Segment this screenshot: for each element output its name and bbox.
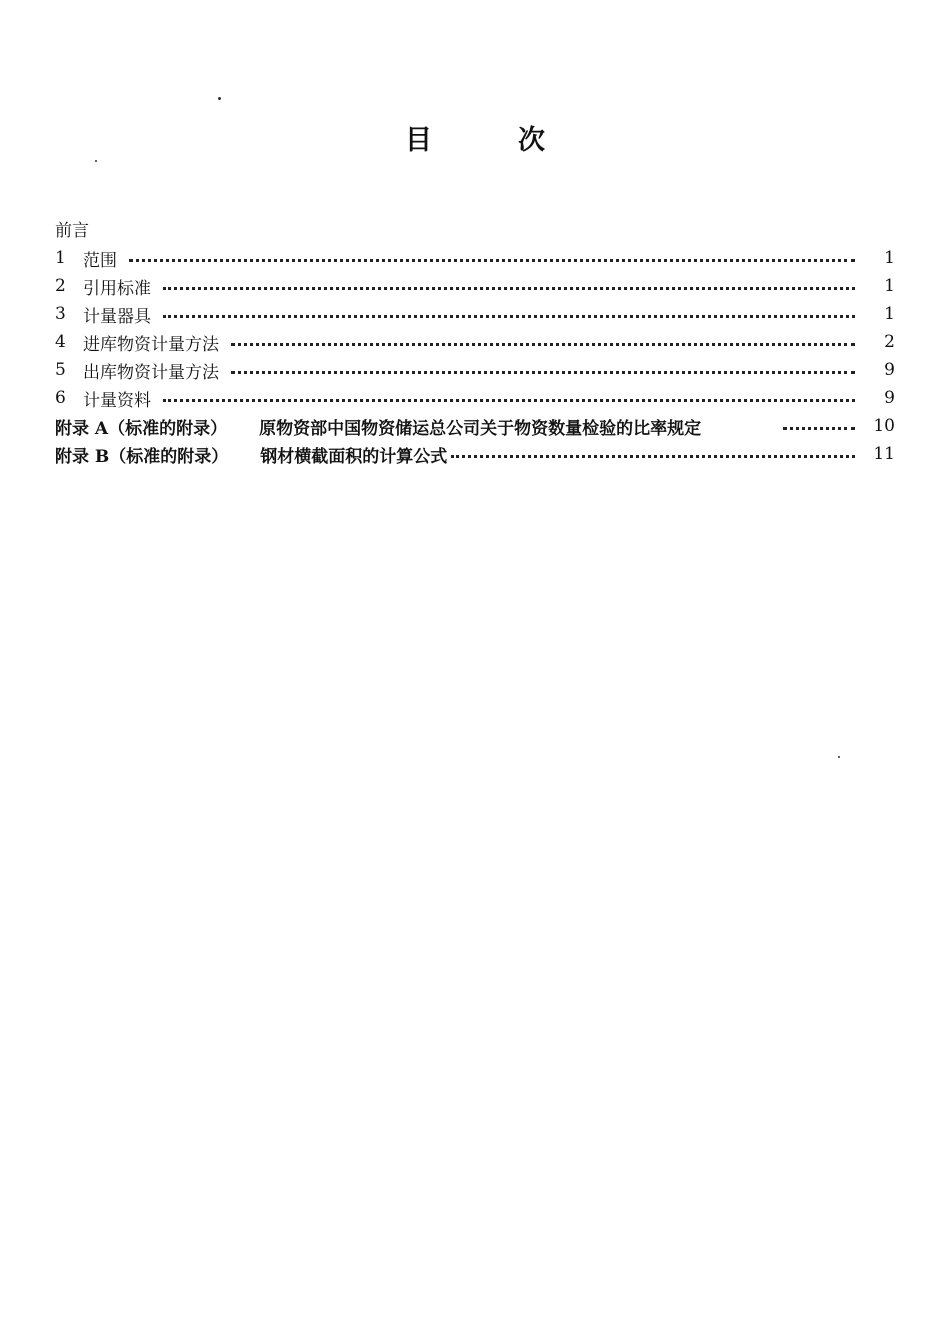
entry-label: 进库物资计量方法 xyxy=(83,334,219,355)
entry-number: 1 xyxy=(55,248,66,268)
leader-dots xyxy=(451,453,855,458)
entry-label: 引用标准 xyxy=(83,278,151,299)
scan-speck xyxy=(218,97,221,100)
entry-page: 1 xyxy=(884,304,895,324)
toc-preface[interactable]: 前言 xyxy=(55,221,89,241)
toc-annex-b[interactable] xyxy=(55,440,895,468)
leader-dots xyxy=(231,341,855,346)
toc-list xyxy=(55,244,895,468)
entry-number: 2 xyxy=(55,276,66,296)
entry-page: 1 xyxy=(884,248,895,268)
leader-dots xyxy=(129,257,855,262)
toc-entry-1[interactable] xyxy=(55,244,895,272)
leader-dots xyxy=(163,313,855,318)
leader-dots xyxy=(163,285,855,290)
scan-speck xyxy=(838,756,840,758)
entry-label: 范围 xyxy=(83,250,117,271)
annex-prefix: 附录 B（标准的附录） xyxy=(55,446,229,467)
leader-dots xyxy=(783,425,855,430)
annex-label: 原物资部中国物资储运总公司关于物资数量检验的比率规定 xyxy=(259,418,702,439)
entry-page: 9 xyxy=(884,360,895,380)
entry-number: 3 xyxy=(55,304,66,324)
entry-label: 计量资料 xyxy=(83,390,151,411)
annex-page: 11 xyxy=(873,444,895,464)
annex-label: 钢材横截面积的计算公式 xyxy=(260,446,448,467)
toc-annex-a[interactable] xyxy=(55,412,895,440)
entry-number: 4 xyxy=(55,332,66,352)
toc-entry-6[interactable] xyxy=(55,384,895,412)
entry-label: 出库物资计量方法 xyxy=(83,362,219,383)
toc-entry-5[interactable] xyxy=(55,356,895,384)
entry-page: 9 xyxy=(884,388,895,408)
scan-speck xyxy=(95,160,97,162)
entry-number: 5 xyxy=(55,360,66,380)
leader-dots xyxy=(163,397,855,402)
toc-title xyxy=(0,118,950,157)
toc-entry-3[interactable] xyxy=(55,300,895,328)
annex-prefix: 附录 A（标准的附录） xyxy=(55,418,228,439)
toc-entry-2[interactable] xyxy=(55,272,895,300)
entry-page: 2 xyxy=(884,332,895,352)
entry-page: 1 xyxy=(884,276,895,296)
annex-page: 10 xyxy=(873,416,895,436)
toc-entry-4[interactable] xyxy=(55,328,895,356)
leader-dots xyxy=(231,369,855,374)
entry-number: 6 xyxy=(55,388,66,408)
title-char-1: 目 xyxy=(405,125,432,156)
title-char-2: 次 xyxy=(518,125,545,156)
entry-label: 计量器具 xyxy=(83,306,151,327)
